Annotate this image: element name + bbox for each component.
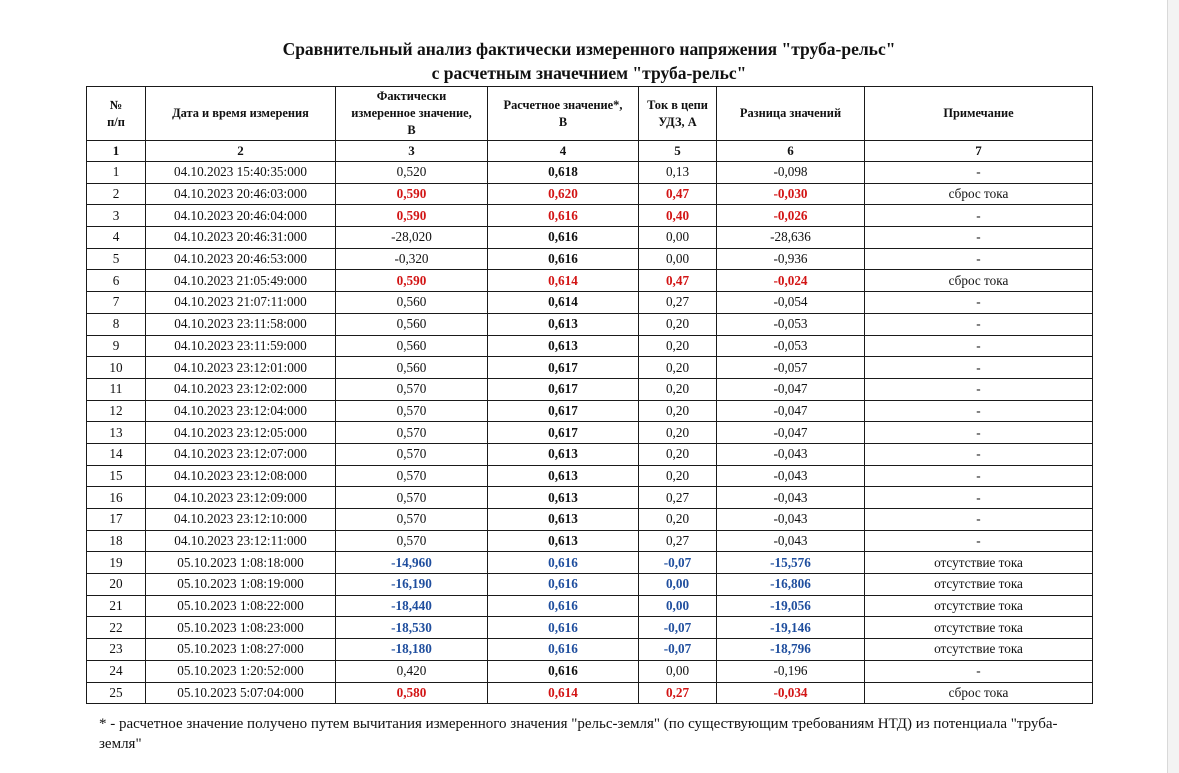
header-line: В xyxy=(407,123,416,137)
cell-calculated: 0,613 xyxy=(488,335,639,357)
footnote: * - расчетное значение получено путем вычитания измеренного значения "рельс-земля" (по существующим требованиям НТД) из потенциала "труба-земля" xyxy=(99,716,1058,752)
header-line: Примечание xyxy=(943,106,1014,120)
cell-difference: -0,043 xyxy=(717,443,865,465)
header-current xyxy=(639,87,717,141)
column-number: 1 xyxy=(87,141,146,162)
table-row xyxy=(87,270,1093,292)
cell-calculated: 0,616 xyxy=(488,227,639,249)
cell-calculated: 0,616 xyxy=(488,574,639,596)
table-row xyxy=(87,509,1093,531)
cell-datetime: 05.10.2023 1:08:27:000 xyxy=(146,639,336,661)
cell-number: 25 xyxy=(87,682,146,704)
header-line: Разница значений xyxy=(739,106,842,120)
cell-calculated: 0,616 xyxy=(488,660,639,682)
comparison-table xyxy=(86,86,1093,704)
table-row xyxy=(87,530,1093,552)
cell-current: 0,00 xyxy=(639,595,717,617)
table-row xyxy=(87,595,1093,617)
cell-number: 4 xyxy=(87,227,146,249)
cell-calculated: 0,614 xyxy=(488,270,639,292)
cell-difference: -0,043 xyxy=(717,487,865,509)
cell-current: 0,13 xyxy=(639,162,717,184)
cell-number: 5 xyxy=(87,248,146,270)
cell-number: 6 xyxy=(87,270,146,292)
cell-measured: 0,560 xyxy=(336,292,488,314)
table-row xyxy=(87,335,1093,357)
cell-difference: -19,146 xyxy=(717,617,865,639)
cell-measured: 0,570 xyxy=(336,530,488,552)
cell-number: 19 xyxy=(87,552,146,574)
cell-measured: 0,570 xyxy=(336,422,488,444)
cell-difference: -0,936 xyxy=(717,248,865,270)
cell-difference: -0,034 xyxy=(717,682,865,704)
cell-current: -0,07 xyxy=(639,639,717,661)
table-row xyxy=(87,443,1093,465)
cell-measured: 0,560 xyxy=(336,313,488,335)
cell-difference: -0,098 xyxy=(717,162,865,184)
cell-difference: -0,053 xyxy=(717,335,865,357)
cell-calculated: 0,613 xyxy=(488,443,639,465)
cell-number: 2 xyxy=(87,183,146,205)
cell-note: отсутствие тока xyxy=(865,617,1093,639)
cell-number: 17 xyxy=(87,509,146,531)
table-row xyxy=(87,574,1093,596)
cell-calculated: 0,614 xyxy=(488,292,639,314)
cell-current: 0,00 xyxy=(639,660,717,682)
cell-datetime: 04.10.2023 23:12:02:000 xyxy=(146,378,336,400)
cell-datetime: 05.10.2023 1:08:23:000 xyxy=(146,617,336,639)
cell-calculated: 0,617 xyxy=(488,378,639,400)
cell-calculated: 0,616 xyxy=(488,205,639,227)
cell-measured: 0,560 xyxy=(336,335,488,357)
column-number: 7 xyxy=(865,141,1093,162)
cell-current: 0,47 xyxy=(639,183,717,205)
cell-current: 0,20 xyxy=(639,443,717,465)
cell-datetime: 05.10.2023 1:08:22:000 xyxy=(146,595,336,617)
cell-number: 13 xyxy=(87,422,146,444)
cell-note: - xyxy=(865,335,1093,357)
cell-measured: 0,570 xyxy=(336,509,488,531)
table-row xyxy=(87,205,1093,227)
cell-current: 0,00 xyxy=(639,227,717,249)
cell-measured: 0,570 xyxy=(336,465,488,487)
cell-note: - xyxy=(865,660,1093,682)
cell-number: 3 xyxy=(87,205,146,227)
cell-difference: -18,796 xyxy=(717,639,865,661)
cell-number: 12 xyxy=(87,400,146,422)
cell-note: - xyxy=(865,227,1093,249)
cell-current: 0,20 xyxy=(639,400,717,422)
table-row xyxy=(87,313,1093,335)
column-number: 4 xyxy=(488,141,639,162)
cell-difference: -0,043 xyxy=(717,465,865,487)
column-number: 6 xyxy=(717,141,865,162)
cell-number: 9 xyxy=(87,335,146,357)
cell-measured: -18,530 xyxy=(336,617,488,639)
cell-note: - xyxy=(865,487,1093,509)
title-line-2: с расчетным значечнием "труба-рельс" xyxy=(431,63,747,83)
cell-number: 23 xyxy=(87,639,146,661)
cell-calculated: 0,616 xyxy=(488,617,639,639)
cell-measured: 0,580 xyxy=(336,682,488,704)
cell-measured: -16,190 xyxy=(336,574,488,596)
cell-measured: 0,520 xyxy=(336,162,488,184)
cell-number: 22 xyxy=(87,617,146,639)
cell-number: 15 xyxy=(87,465,146,487)
header-row xyxy=(87,87,1093,141)
cell-datetime: 04.10.2023 20:46:04:000 xyxy=(146,205,336,227)
cell-measured: -18,440 xyxy=(336,595,488,617)
cell-difference: -0,026 xyxy=(717,205,865,227)
cell-difference: -0,053 xyxy=(717,313,865,335)
cell-current: -0,07 xyxy=(639,617,717,639)
cell-datetime: 04.10.2023 23:12:05:000 xyxy=(146,422,336,444)
table-row xyxy=(87,639,1093,661)
cell-calculated: 0,617 xyxy=(488,357,639,379)
cell-difference: -0,024 xyxy=(717,270,865,292)
cell-calculated: 0,617 xyxy=(488,422,639,444)
cell-difference: -28,636 xyxy=(717,227,865,249)
document-title xyxy=(86,37,1092,85)
cell-number: 14 xyxy=(87,443,146,465)
header-datetime xyxy=(146,87,336,141)
cell-number: 1 xyxy=(87,162,146,184)
header-number xyxy=(87,87,146,141)
cell-datetime: 04.10.2023 23:12:01:000 xyxy=(146,357,336,379)
header-measured xyxy=(336,87,488,141)
cell-note: - xyxy=(865,378,1093,400)
cell-datetime: 04.10.2023 21:05:49:000 xyxy=(146,270,336,292)
title-line-1: Сравнительный анализ фактически измеренного напряжения "труба-рельс" xyxy=(282,39,896,59)
column-number: 3 xyxy=(336,141,488,162)
cell-note: отсутствие тока xyxy=(865,552,1093,574)
cell-datetime: 05.10.2023 1:08:19:000 xyxy=(146,574,336,596)
cell-measured: -0,320 xyxy=(336,248,488,270)
cell-current: 0,20 xyxy=(639,509,717,531)
cell-measured: -18,180 xyxy=(336,639,488,661)
cell-current: 0,20 xyxy=(639,313,717,335)
cell-calculated: 0,617 xyxy=(488,400,639,422)
cell-calculated: 0,616 xyxy=(488,248,639,270)
cell-note: - xyxy=(865,465,1093,487)
cell-measured: 0,570 xyxy=(336,443,488,465)
cell-calculated: 0,613 xyxy=(488,509,639,531)
cell-calculated: 0,620 xyxy=(488,183,639,205)
table-row xyxy=(87,400,1093,422)
cell-note: - xyxy=(865,400,1093,422)
cell-number: 10 xyxy=(87,357,146,379)
cell-difference: -0,054 xyxy=(717,292,865,314)
cell-measured: 0,560 xyxy=(336,357,488,379)
table-row xyxy=(87,183,1093,205)
cell-measured: 0,570 xyxy=(336,400,488,422)
cell-measured: 0,590 xyxy=(336,205,488,227)
cell-current: 0,27 xyxy=(639,487,717,509)
cell-difference: -0,043 xyxy=(717,509,865,531)
cell-difference: -0,047 xyxy=(717,422,865,444)
header-line: УДЗ, А xyxy=(658,114,697,129)
cell-current: 0,40 xyxy=(639,205,717,227)
table-row xyxy=(87,487,1093,509)
table-row xyxy=(87,248,1093,270)
cell-calculated: 0,613 xyxy=(488,313,639,335)
cell-note: - xyxy=(865,357,1093,379)
cell-number: 7 xyxy=(87,292,146,314)
cell-datetime: 04.10.2023 23:12:09:000 xyxy=(146,487,336,509)
cell-datetime: 05.10.2023 1:20:52:000 xyxy=(146,660,336,682)
cell-calculated: 0,618 xyxy=(488,162,639,184)
cell-current: 0,20 xyxy=(639,357,717,379)
header-difference xyxy=(717,87,865,141)
cell-datetime: 04.10.2023 20:46:03:000 xyxy=(146,183,336,205)
table-row xyxy=(87,552,1093,574)
column-number: 2 xyxy=(146,141,336,162)
cell-measured: 0,590 xyxy=(336,270,488,292)
cell-note: - xyxy=(865,248,1093,270)
cell-calculated: 0,614 xyxy=(488,682,639,704)
table-row xyxy=(87,617,1093,639)
cell-number: 24 xyxy=(87,660,146,682)
table-row xyxy=(87,465,1093,487)
cell-note: сброс тока xyxy=(865,183,1093,205)
header-line: № xyxy=(109,97,123,112)
cell-datetime: 05.10.2023 5:07:04:000 xyxy=(146,682,336,704)
header-line: измеренное значение, xyxy=(351,106,472,120)
cell-difference: -15,576 xyxy=(717,552,865,574)
table-row xyxy=(87,422,1093,444)
table-row xyxy=(87,682,1093,704)
cell-number: 20 xyxy=(87,574,146,596)
cell-note: отсутствие тока xyxy=(865,574,1093,596)
table-row xyxy=(87,227,1093,249)
cell-calculated: 0,616 xyxy=(488,595,639,617)
cell-difference: -16,806 xyxy=(717,574,865,596)
header-line: п/п xyxy=(107,114,125,129)
cell-datetime: 04.10.2023 20:46:53:000 xyxy=(146,248,336,270)
cell-number: 11 xyxy=(87,378,146,400)
cell-difference: -19,056 xyxy=(717,595,865,617)
cell-current: 0,00 xyxy=(639,574,717,596)
cell-calculated: 0,616 xyxy=(488,639,639,661)
cell-note: отсутствие тока xyxy=(865,595,1093,617)
cell-measured: 0,590 xyxy=(336,183,488,205)
cell-current: 0,27 xyxy=(639,530,717,552)
cell-number: 18 xyxy=(87,530,146,552)
header-line: Расчетное значение*, xyxy=(503,97,623,112)
cell-note: - xyxy=(865,422,1093,444)
cell-current: 0,20 xyxy=(639,335,717,357)
cell-calculated: 0,613 xyxy=(488,530,639,552)
cell-calculated: 0,613 xyxy=(488,487,639,509)
cell-note: отсутствие тока xyxy=(865,639,1093,661)
cell-difference: -0,047 xyxy=(717,378,865,400)
cell-measured: -14,960 xyxy=(336,552,488,574)
cell-calculated: 0,613 xyxy=(488,465,639,487)
cell-measured: 0,570 xyxy=(336,378,488,400)
cell-difference: -0,030 xyxy=(717,183,865,205)
header-line: Ток в цепи xyxy=(647,97,708,112)
column-number: 5 xyxy=(639,141,717,162)
cell-note: - xyxy=(865,443,1093,465)
cell-note: - xyxy=(865,509,1093,531)
cell-current: -0,07 xyxy=(639,552,717,574)
cell-current: 0,27 xyxy=(639,292,717,314)
cell-number: 8 xyxy=(87,313,146,335)
cell-current: 0,00 xyxy=(639,248,717,270)
header-line: В xyxy=(558,114,568,129)
cell-measured: 0,420 xyxy=(336,660,488,682)
cell-datetime: 05.10.2023 1:08:18:000 xyxy=(146,552,336,574)
header-line: Дата и время измерения xyxy=(172,106,309,120)
cell-datetime: 04.10.2023 20:46:31:000 xyxy=(146,227,336,249)
cell-datetime: 04.10.2023 23:12:10:000 xyxy=(146,509,336,531)
header-note xyxy=(865,87,1093,141)
cell-datetime: 04.10.2023 21:07:11:000 xyxy=(146,292,336,314)
cell-datetime: 04.10.2023 23:11:58:000 xyxy=(146,313,336,335)
header-calculated xyxy=(488,87,639,141)
cell-note: - xyxy=(865,205,1093,227)
cell-measured: 0,570 xyxy=(336,487,488,509)
cell-difference: -0,043 xyxy=(717,530,865,552)
cell-note: - xyxy=(865,162,1093,184)
cell-current: 0,47 xyxy=(639,270,717,292)
cell-datetime: 04.10.2023 23:12:08:000 xyxy=(146,465,336,487)
cell-datetime: 04.10.2023 23:11:59:000 xyxy=(146,335,336,357)
cell-difference: -0,047 xyxy=(717,400,865,422)
cell-calculated: 0,616 xyxy=(488,552,639,574)
cell-datetime: 04.10.2023 23:12:11:000 xyxy=(146,530,336,552)
table-row xyxy=(87,292,1093,314)
cell-note: сброс тока xyxy=(865,270,1093,292)
cell-datetime: 04.10.2023 23:12:04:000 xyxy=(146,400,336,422)
cell-current: 0,20 xyxy=(639,465,717,487)
table-row xyxy=(87,378,1093,400)
cell-datetime: 04.10.2023 15:40:35:000 xyxy=(146,162,336,184)
column-number-row xyxy=(87,141,1093,162)
cell-datetime: 04.10.2023 23:12:07:000 xyxy=(146,443,336,465)
table-row xyxy=(87,162,1093,184)
cell-note: - xyxy=(865,530,1093,552)
cell-difference: -0,057 xyxy=(717,357,865,379)
cell-current: 0,20 xyxy=(639,378,717,400)
cell-number: 16 xyxy=(87,487,146,509)
header-line: Фактически xyxy=(376,89,447,103)
table-row xyxy=(87,660,1093,682)
table-row xyxy=(87,357,1093,379)
cell-difference: -0,196 xyxy=(717,660,865,682)
cell-number: 21 xyxy=(87,595,146,617)
cell-note: - xyxy=(865,292,1093,314)
cell-measured: -28,020 xyxy=(336,227,488,249)
cell-current: 0,27 xyxy=(639,682,717,704)
cell-note: сброс тока xyxy=(865,682,1093,704)
cell-current: 0,20 xyxy=(639,422,717,444)
cell-note: - xyxy=(865,313,1093,335)
